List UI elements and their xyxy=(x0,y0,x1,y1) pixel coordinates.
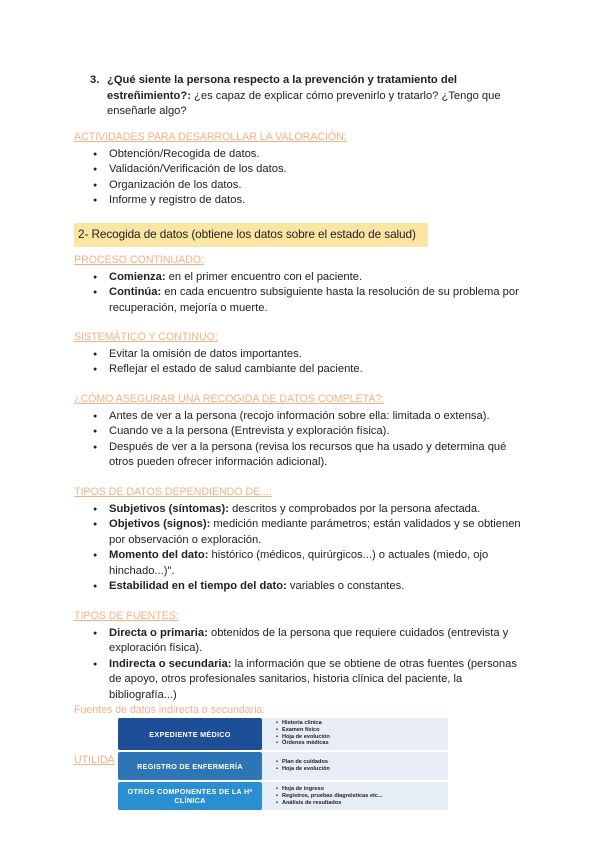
sistematico-heading: SISTEMÁTICO Y CONTINUO: xyxy=(74,331,218,343)
utilidad-heading: UTILIDA xyxy=(74,754,115,766)
diagram-panel-otros xyxy=(262,782,448,810)
list-item: ● Organización de los datos. xyxy=(93,178,523,193)
list-item: • Historia clínica xyxy=(276,720,448,727)
list-item: • Examen físico xyxy=(276,727,448,734)
question-rest-text: ¿es capaz de explicar cómo prevenirlo y tratarlo? ¿Tengo que enseñarle algo? xyxy=(107,89,501,117)
diagram-panel-registro xyxy=(262,752,448,780)
tipos-datos-list xyxy=(93,502,523,594)
asegurar-heading: ¿CÓMO ASEGURAR UNA RECOGIDA DE DATOS COMPLETA?: xyxy=(74,393,385,405)
diagram-panel-expediente xyxy=(262,718,448,750)
tipos-datos-heading: TIPOS DE DATOS DEPENDIENDO DE...: xyxy=(74,486,272,498)
list-item: • Hoja de evolución xyxy=(276,734,448,741)
list-item: ● Estabilidad en el tiempo del dato: variables o constantes. xyxy=(93,579,523,594)
actividades-list xyxy=(93,147,523,209)
list-item: ● Después de ver a la persona (revisa los recursos que ha usado y determina qué otros pueden ofrecer información adicional). xyxy=(93,440,523,471)
sistematico-list xyxy=(93,347,523,378)
diagram-box-registro: REGISTRO DE ENFERMERÍA xyxy=(118,752,262,780)
list-item: ● Reflejar el estado de salud cambiante del paciente. xyxy=(93,362,523,377)
diagram-box-otros: OTROS COMPONENTES DE LA Hª CLÍNICA xyxy=(118,782,262,810)
list-item: ● Momento del dato: histórico (médicos, quirúrgicos...) o actuales (miedo, ojo hinchado...)". xyxy=(93,548,523,579)
asegurar-list xyxy=(93,409,523,471)
list-item: ● Objetivos (signos): medición mediante parámetros; están validados y se obtienen por observación o exploración. xyxy=(93,517,523,548)
list-item: ● Comienza: en el primer encuentro con el paciente. xyxy=(93,270,523,285)
list-item: ● Evitar la omisión de datos importantes. xyxy=(93,347,523,362)
list-item: • Registros, pruebas diagnósticas etc... xyxy=(276,793,448,800)
list-item: ● Validación/Verificación de los datos. xyxy=(93,162,523,177)
list-item: • Hoja de ingreso xyxy=(276,786,448,793)
list-item: • Hoja de evolución xyxy=(276,766,448,773)
list-item: • Plan de cuidados xyxy=(276,759,448,766)
list-item: ● Cuando ve a la persona (Entrevista y exploración física). xyxy=(93,424,523,439)
list-item: ● Indirecta o secundaria: la información que se obtiene de otras fuentes (personas de apoyo, otros profesionales sanitarios, historia clínica del paciente, la bibliografía...) xyxy=(93,657,523,703)
highlighted-heading xyxy=(74,223,428,247)
list-item: • Órdenes médicas xyxy=(276,740,448,747)
sources-diagram xyxy=(118,718,448,810)
actividades-heading: ACTIVIDADES PARA DESARROLLAR LA VALORACIÓN: xyxy=(74,131,347,143)
question-number: 3. xyxy=(90,74,100,86)
list-item: ● Directa o primaria: obtenidos de la persona que requiere cuidados (entrevista y exploración física). xyxy=(93,626,523,657)
proceso-heading: PROCESO CONTINUADO: xyxy=(74,254,205,266)
question-bold-text: ¿Qué siente la persona respecto a la prevención y tratamiento del estreñimiento?: xyxy=(107,74,458,102)
proceso-list xyxy=(93,270,523,316)
list-item: ● Obtención/Recogida de datos. xyxy=(93,147,523,162)
list-item: ● Antes de ver a la persona (recojo información sobre ella: limitada o extensa). xyxy=(93,409,523,424)
list-item: ● Subjetivos (síntomas): descritos y comprobados por la persona afectada. xyxy=(93,502,523,517)
question-3 xyxy=(90,73,510,120)
tipos-fuentes-list xyxy=(93,626,523,703)
tipos-fuentes-heading: TIPOS DE FUENTES: xyxy=(74,610,179,622)
list-item: ● Informe y registro de datos. xyxy=(93,193,523,208)
diagram-box-expediente: EXPEDIENTE MÉDICO xyxy=(118,718,262,750)
list-item: ● Continúa: en cada encuentro subsiguiente hasta la resolución de su problema por recuperación, mejoría o muerte. xyxy=(93,285,523,316)
highlighted-heading-text: 2- Recogida de datos (obtiene los datos sobre el estado de salud) xyxy=(78,227,416,241)
fuentes-caption: Fuentes de datos indirecta o secundaria: xyxy=(74,704,266,716)
list-item: • Análisis de resultados xyxy=(276,800,448,807)
